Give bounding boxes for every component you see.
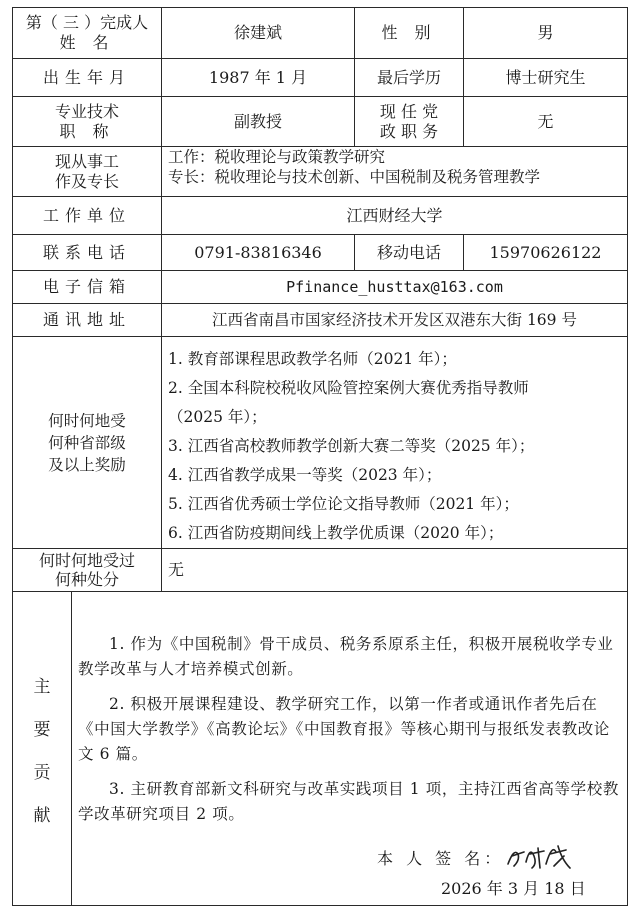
contribution-text (78, 632, 621, 837)
name-value: 徐建斌 (233, 23, 282, 42)
award-item: 3. 江西省高校教师教学创新大赛二等奖（2025 年）； (168, 437, 535, 455)
award-item: 6. 江西省防疫期间线上教学优质课（2020 年）； (168, 524, 504, 542)
email-value: Pfinance_husttax@163.com (286, 278, 503, 296)
awards-label-line2: 何种省部级 (48, 433, 126, 452)
row-divider (13, 591, 627, 592)
contribution-paragraph: 3. 主研教育部新文科研究与改革实践项目 1 项，主持江西省高等学校教学改革研究项目 2 项。 (78, 780, 619, 823)
name-label-line1: 第（ 三 ）完成人 (25, 13, 149, 32)
contribution-paragraph: 2. 积极开展课程建设、教学研究工作，以第一作者或通讯作者先后在《中国大学教学》《高教论坛》《中国教育报》等核心期刊与报纸发表教改论文 6 篇。 (78, 695, 610, 763)
award-item: 1. 教育部课程思政教学名师（2021 年）； (168, 350, 457, 368)
unit-value: 江西财经大学 (346, 205, 443, 225)
party-post-label (355, 97, 463, 146)
mobile-value: 15970626122 (489, 242, 602, 262)
work-line: 工作：税收理论与政策教学研究 (168, 148, 386, 166)
email-label: 电子信箱 (42, 277, 131, 296)
party-post-label-line1: 现 任 党 (379, 101, 439, 121)
gender-value: 男 (537, 23, 554, 42)
education-value: 博士研究生 (505, 67, 586, 87)
phone-value: 0791-83816346 (194, 242, 322, 262)
award-item: 4. 江西省教学成果一等奖（2023 年）； (168, 466, 442, 484)
work-label (13, 147, 161, 196)
contribution-paragraph: 1. 作为《中国税制》骨干成员、税务系原系主任，积极开展税收学专业教学改革与人才培养模式创新。 (78, 635, 614, 678)
signature-date: 2026 年 3 月 18 日 (441, 879, 586, 898)
unit-label: 工作单位 (42, 205, 131, 225)
awards-label-line1: 何时何地受 (48, 411, 126, 430)
birth-value: 1987 年 1 月 (208, 67, 308, 87)
award-form-table (12, 7, 628, 906)
award-item: 5. 江西省优秀硕士学位论文指导教师（2021 年）； (168, 495, 519, 513)
mobile-label: 移动电话 (376, 242, 441, 262)
column-divider (71, 591, 72, 905)
contribution-label-char: 主 (33, 676, 51, 697)
address-value: 江西省南昌市国家经济技术开发区双港东大街 169 号 (212, 311, 577, 329)
punishment-value: 无 (168, 560, 185, 579)
punishment-label-line1: 何时何地受过 (38, 551, 135, 570)
contribution-label-char: 要 (33, 719, 51, 740)
birth-label: 出生年月 (42, 67, 131, 87)
awards-list (162, 345, 627, 548)
punishment-label-line2: 何种处分 (54, 570, 119, 589)
specialty-line: 专长：税收理论与技术创新、中国税制及税务管理教学 (168, 168, 541, 186)
title-value: 副教授 (233, 111, 282, 131)
title-label (13, 97, 161, 146)
award-item: （2025 年）； (168, 408, 267, 426)
party-post-value: 无 (537, 111, 554, 131)
punishment-label (13, 549, 161, 591)
title-label-line1: 专业技术 (54, 101, 119, 121)
handwritten-signature (504, 842, 574, 872)
education-label: 最后学历 (376, 67, 441, 87)
title-label-line2: 职 称 (59, 121, 115, 141)
phone-label: 联系电话 (42, 242, 131, 262)
contribution-label-char: 贡 (33, 762, 51, 783)
awards-label-line3: 及以上奖励 (48, 455, 126, 474)
name-label-line2: 姓 名 (59, 33, 115, 52)
signature-label: 本 人 签 名： (377, 848, 505, 868)
contribution-label (13, 598, 71, 905)
work-label-line2: 作及专长 (54, 171, 119, 191)
contribution-label-char: 献 (33, 805, 51, 826)
party-post-label-line2: 政 职 务 (379, 121, 439, 141)
awards-label (13, 337, 161, 548)
work-value (162, 147, 627, 196)
signature-line (377, 842, 574, 872)
name-label (13, 8, 161, 58)
gender-label: 性 别 (381, 23, 437, 42)
address-label: 通讯地址 (42, 310, 131, 329)
award-item: 2. 全国本科院校税收风险管控案例大赛优秀指导教师 (168, 379, 529, 397)
work-label-line1: 现从事工 (54, 151, 119, 171)
